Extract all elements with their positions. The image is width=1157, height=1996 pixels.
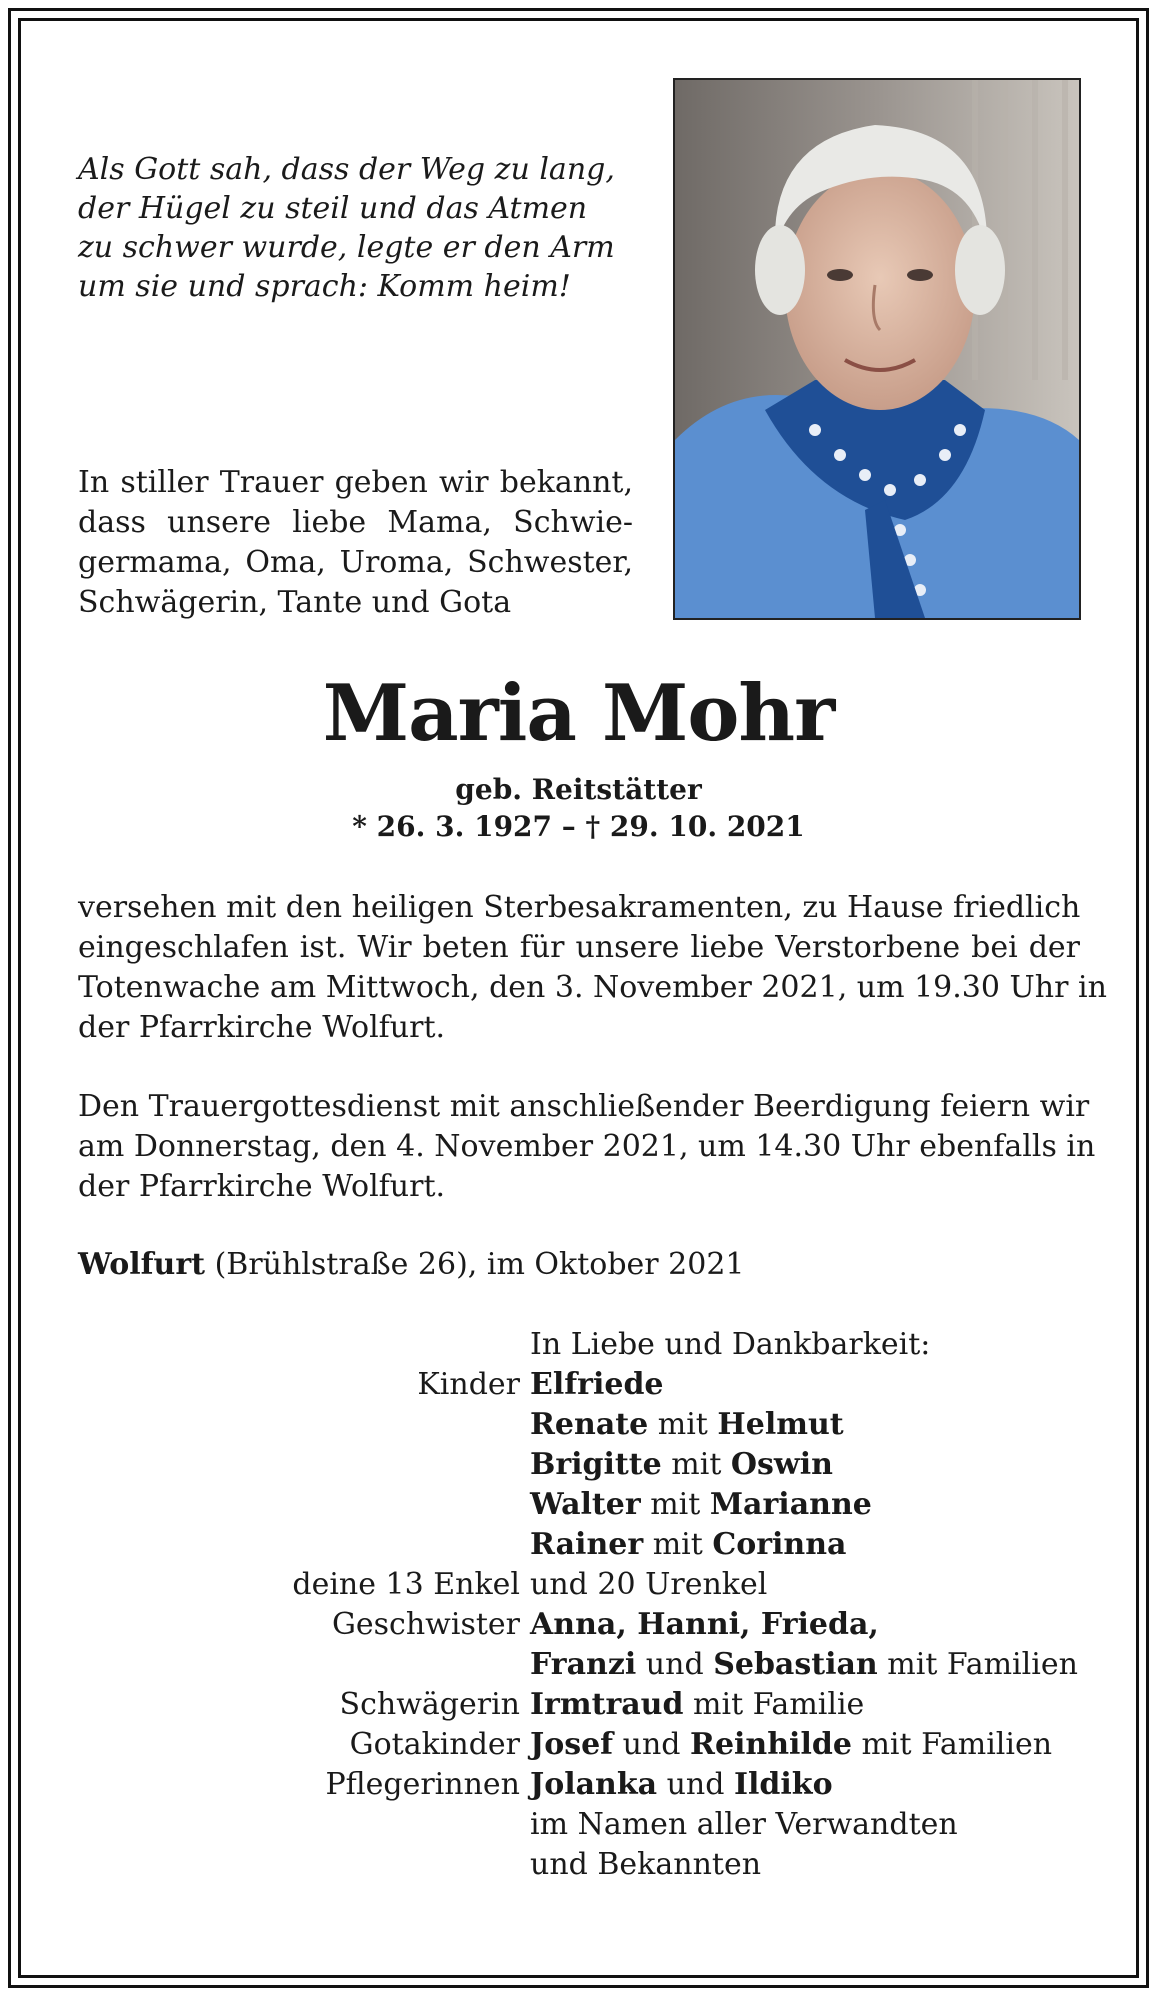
mourner-connector: und bbox=[657, 1767, 734, 1802]
mourner-name: Franzi bbox=[530, 1647, 637, 1682]
mourner-name: Elfriede bbox=[530, 1367, 664, 1402]
poem-line: Als Gott sah, dass der Weg zu lang, bbox=[78, 152, 615, 187]
mourner-name: Ildiko bbox=[734, 1767, 833, 1802]
mourner-names bbox=[530, 1645, 1080, 1685]
mourner-name: Marianne bbox=[709, 1487, 872, 1522]
mourners-list bbox=[78, 1325, 1080, 1885]
deceased-name: Maria Mohr bbox=[322, 668, 835, 759]
mourner-role bbox=[78, 1645, 530, 1685]
intro-line: In stiller Trauer geben wir bekannt, bbox=[78, 465, 633, 500]
intro-line: germama, Oma, Uroma, Schwester, bbox=[78, 545, 633, 580]
mourner-row bbox=[78, 1805, 1080, 1845]
mourner-role: deine 13 Enkel bbox=[292, 1567, 520, 1602]
mourner-connector: mit Familien bbox=[851, 1727, 1053, 1762]
mourners-heading-row bbox=[78, 1325, 1080, 1365]
mourner-role bbox=[78, 1485, 530, 1525]
mourner-row bbox=[78, 1645, 1080, 1685]
mourner-name: Rainer bbox=[530, 1527, 644, 1562]
mourner-name: Sebastian bbox=[713, 1647, 878, 1682]
mourner-connector: mit bbox=[643, 1527, 713, 1562]
mourner-names bbox=[530, 1605, 1080, 1645]
mourner-role bbox=[78, 1445, 530, 1485]
paragraph-line: der Pfarrkirche Wolfurt. bbox=[78, 1169, 446, 1204]
mourner-row bbox=[78, 1725, 1080, 1765]
mourner-role: Kinder bbox=[417, 1367, 520, 1402]
mourner-role: Geschwister bbox=[331, 1607, 520, 1642]
mourner-connector: und bbox=[636, 1647, 714, 1682]
paragraph-line: eingeschlafen ist. Wir beten für unsere liebe Verstorbene bei der bbox=[78, 930, 1080, 965]
mourner-name: Jolanka bbox=[530, 1767, 658, 1802]
mourner-row bbox=[78, 1405, 1080, 1445]
mourner-connector: mit Familie bbox=[683, 1687, 865, 1722]
mourner-names bbox=[530, 1805, 1080, 1845]
intro-text bbox=[78, 463, 633, 623]
mourner-names bbox=[530, 1445, 1080, 1485]
mourners-heading: In Liebe und Dankbarkeit: bbox=[530, 1327, 931, 1362]
mourner-connector: und bbox=[613, 1727, 691, 1762]
poem-line: zu schwer wurde, legte er den Arm bbox=[78, 230, 615, 265]
mourner-row bbox=[78, 1845, 1080, 1885]
mourner-names bbox=[530, 1765, 1080, 1805]
mourner-name: Oswin bbox=[730, 1447, 833, 1482]
mourner-connector: mit bbox=[640, 1487, 710, 1522]
mourner-name: Renate bbox=[530, 1407, 649, 1442]
poem bbox=[78, 150, 638, 306]
mourner-role bbox=[78, 1805, 530, 1845]
mourner-row bbox=[78, 1525, 1080, 1565]
mourner-role bbox=[78, 1525, 530, 1565]
mourner-role: Pflegerinnen bbox=[325, 1767, 520, 1802]
mourner-names bbox=[530, 1485, 1080, 1525]
mourner-connector: im Namen aller Verwandten bbox=[530, 1807, 958, 1842]
mourner-role bbox=[78, 1405, 530, 1445]
place-town: Wolfurt bbox=[78, 1247, 206, 1282]
mourner-names bbox=[530, 1565, 1080, 1605]
mourner-names bbox=[530, 1725, 1080, 1765]
mourner-name: Corinna bbox=[712, 1527, 847, 1562]
mourner-role bbox=[78, 1845, 530, 1885]
mourner-row bbox=[78, 1565, 1080, 1605]
mourner-name: Walter bbox=[530, 1487, 641, 1522]
maiden-name: geb. Reitstätter bbox=[455, 773, 702, 806]
paragraph-line: Den Trauergottesdienst mit anschließender Beerdigung feiern wir bbox=[78, 1089, 1090, 1124]
mourner-role: Gotakinder bbox=[349, 1727, 520, 1762]
mourner-connector: und Bekannten bbox=[530, 1847, 762, 1882]
poem-line: um sie und sprach: Komm heim! bbox=[78, 269, 571, 304]
mourner-name: Josef bbox=[530, 1727, 614, 1762]
life-dates: * 26. 3. 1927 – † 29. 10. 2021 bbox=[352, 810, 805, 843]
mourner-rows bbox=[78, 1365, 1080, 1885]
portrait-illustration bbox=[675, 80, 1079, 618]
mourner-names bbox=[530, 1525, 1080, 1565]
paragraph-line: Totenwache am Mittwoch, den 3. November 2021, um 19.30 Uhr in bbox=[78, 970, 1107, 1005]
announcement-paragraph bbox=[78, 888, 1107, 1048]
poem-line: der Hügel zu steil und das Atmen bbox=[78, 191, 588, 226]
mourner-names bbox=[530, 1405, 1080, 1445]
mourner-row bbox=[78, 1485, 1080, 1525]
place-date-line bbox=[78, 1247, 745, 1282]
funeral-paragraph bbox=[78, 1087, 1096, 1207]
mourner-names bbox=[530, 1365, 1080, 1405]
intro-line: Schwägerin, Tante und Gota bbox=[78, 585, 512, 620]
place-address-date: (Brühlstraße 26), im Oktober 2021 bbox=[205, 1247, 745, 1282]
mourner-row bbox=[78, 1445, 1080, 1485]
mourner-connector: und 20 Urenkel bbox=[530, 1567, 768, 1602]
paragraph-line: versehen mit den heiligen Sterbesakramenten, zu Hause friedlich bbox=[78, 890, 1081, 925]
mourner-name: Helmut bbox=[717, 1407, 844, 1442]
mourner-row bbox=[78, 1605, 1080, 1645]
mourner-row bbox=[78, 1365, 1080, 1405]
mourner-names bbox=[530, 1685, 1080, 1725]
mourner-role: Schwägerin bbox=[339, 1687, 520, 1722]
mourner-row bbox=[78, 1765, 1080, 1805]
mourner-connector: mit bbox=[648, 1407, 718, 1442]
mourner-names bbox=[530, 1845, 1080, 1885]
mourner-row bbox=[78, 1685, 1080, 1725]
paragraph-line: der Pfarrkirche Wolfurt. bbox=[78, 1010, 446, 1045]
intro-line: dass unsere liebe Mama, Schwie- bbox=[78, 505, 633, 540]
paragraph-line: am Donnerstag, den 4. November 2021, um 14.30 Uhr ebenfalls in bbox=[78, 1129, 1096, 1164]
portrait-photo bbox=[673, 78, 1081, 620]
mourner-name: Anna, Hanni, Frieda, bbox=[530, 1607, 879, 1642]
mourner-name: Irmtraud bbox=[530, 1687, 684, 1722]
mourner-connector: mit bbox=[661, 1447, 731, 1482]
mourner-connector: mit Familien bbox=[877, 1647, 1078, 1682]
mourner-name: Brigitte bbox=[530, 1447, 662, 1482]
mourner-name: Reinhilde bbox=[690, 1727, 852, 1762]
